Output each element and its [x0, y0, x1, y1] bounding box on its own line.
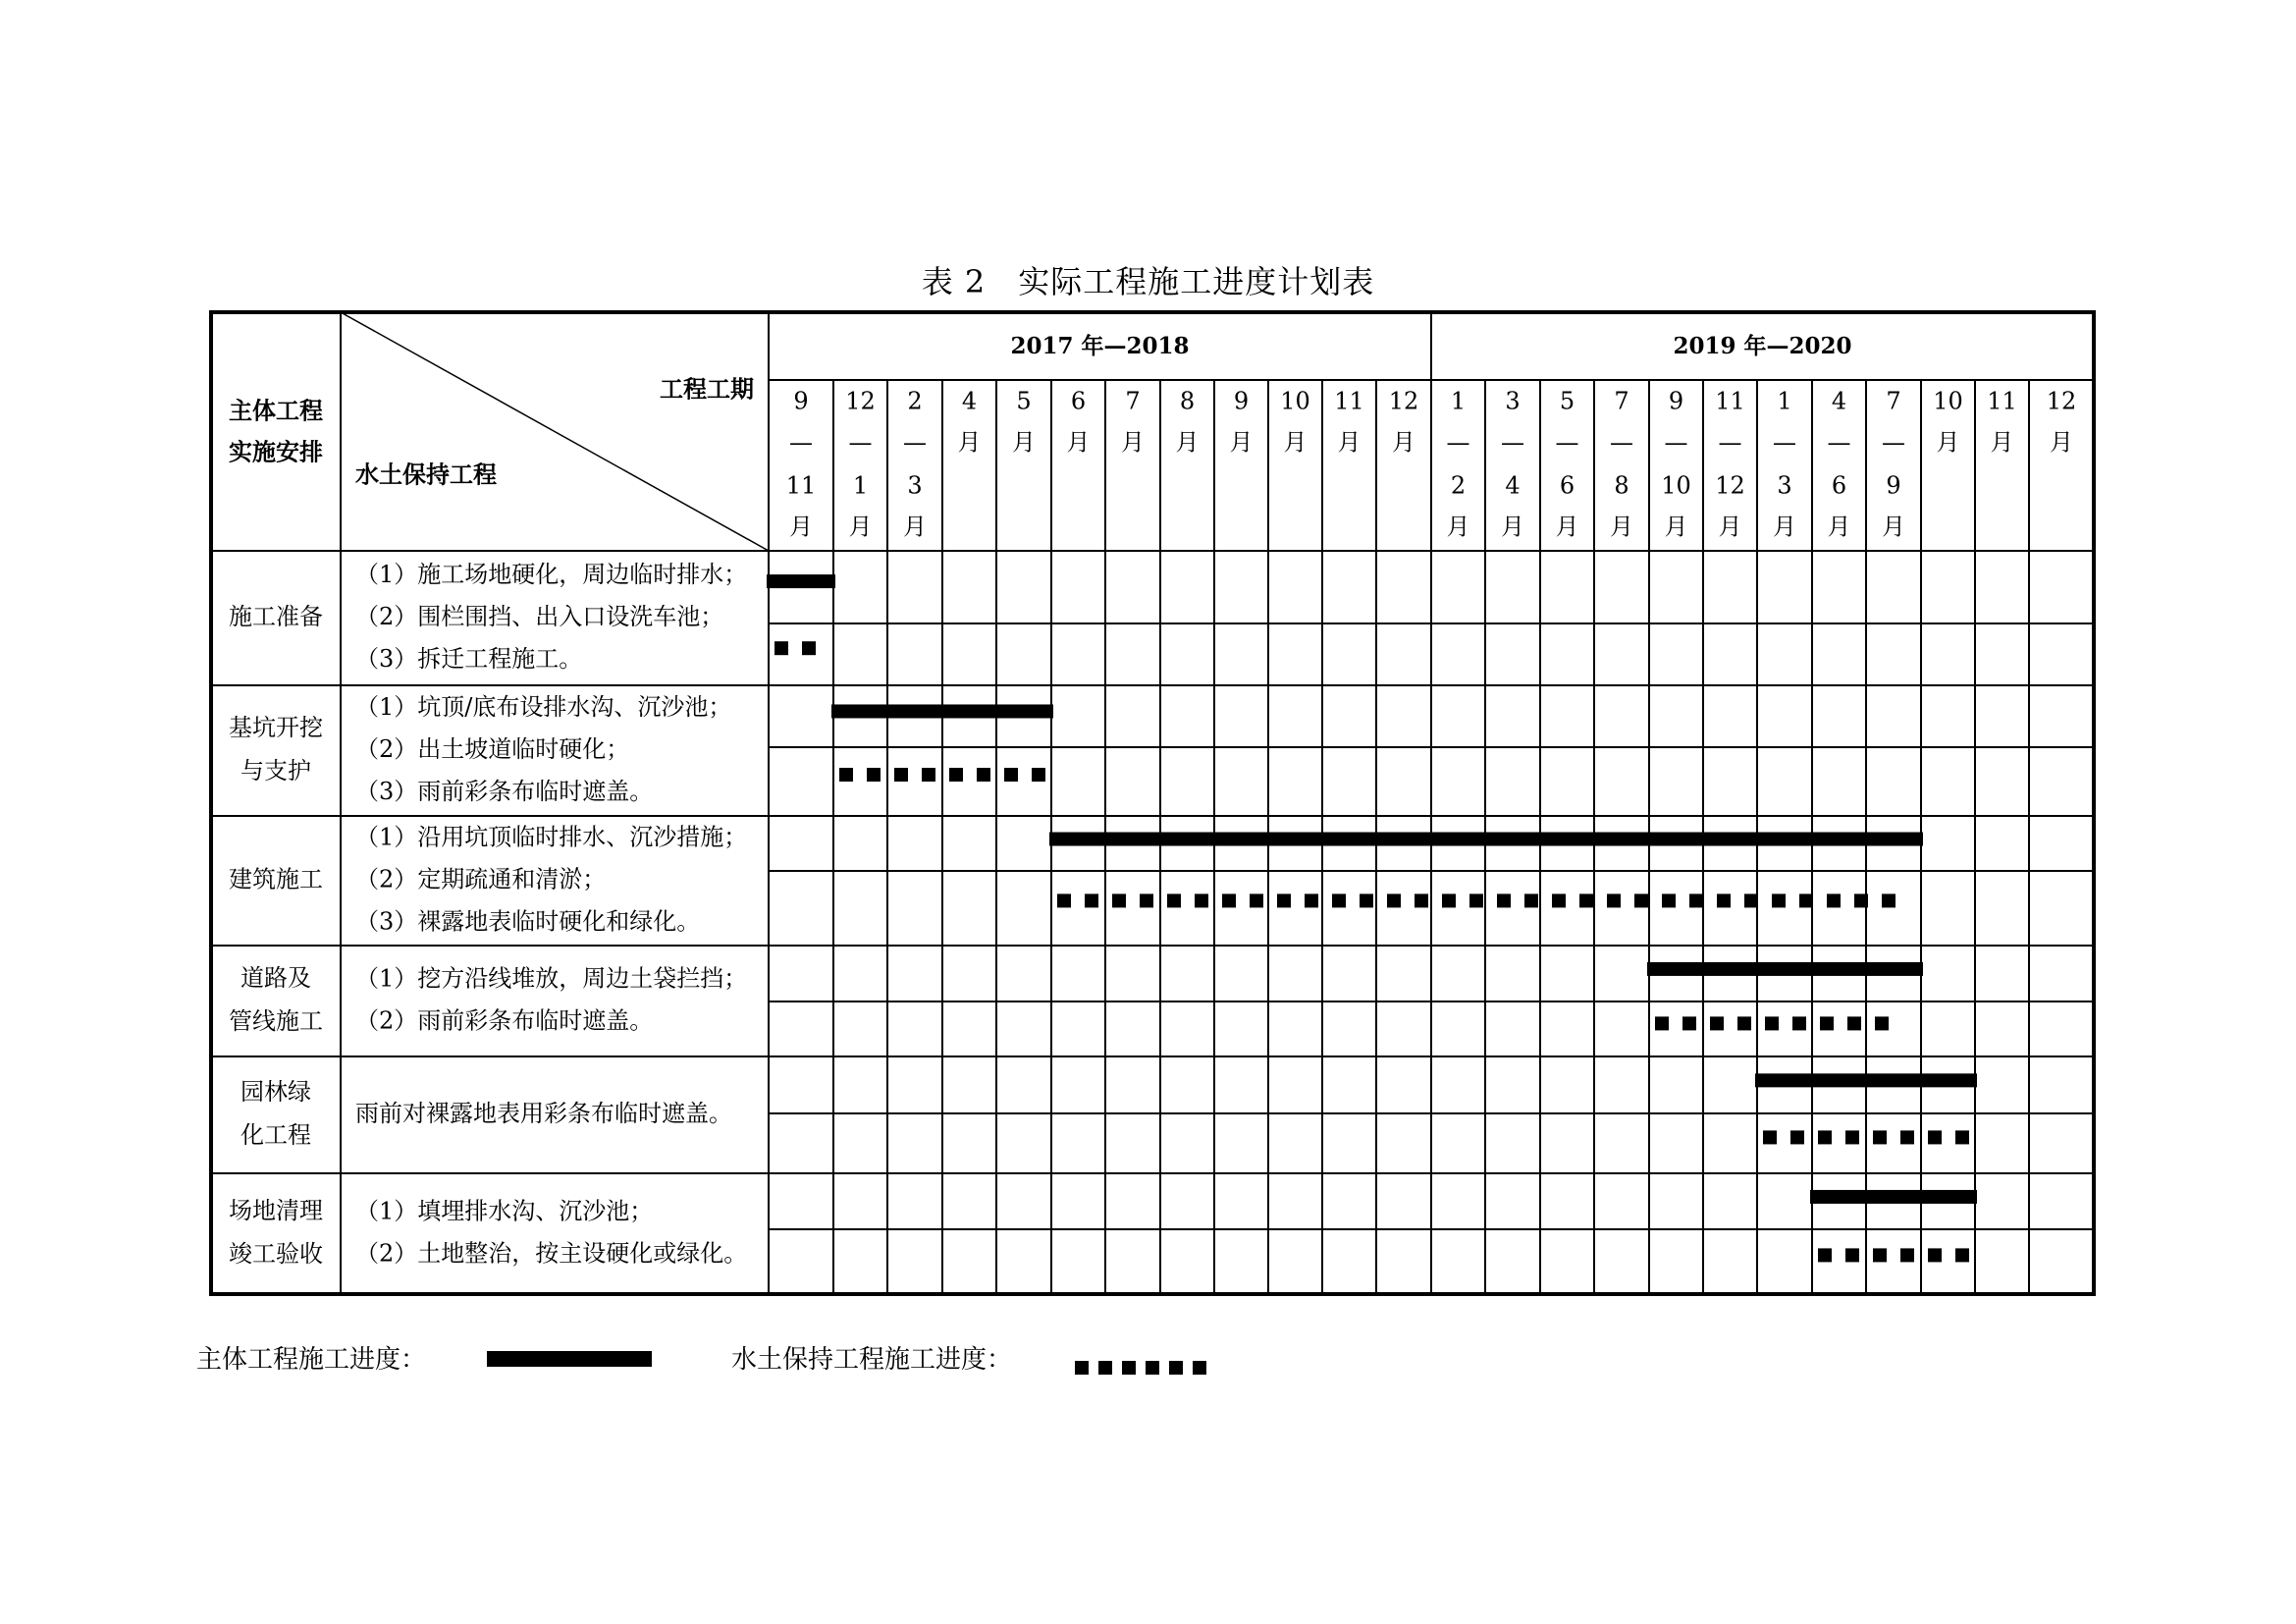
soil-progress-dot — [1607, 893, 1621, 907]
month-header-text: — — [1501, 428, 1524, 457]
month-header-text: 1 — [1450, 387, 1467, 415]
soil-progress-dot — [1250, 893, 1263, 907]
month-header-text: — — [1610, 428, 1633, 457]
month-header-text: 10 — [1933, 387, 1963, 415]
month-header-text: — — [1718, 428, 1742, 457]
month-header-text: 月 — [903, 513, 927, 541]
period-group-label: 2019 年—2020 — [1673, 333, 1852, 359]
month-header-text: 10 — [1280, 387, 1310, 415]
main-progress-bar — [1755, 1073, 1977, 1087]
soil-progress-dot — [1792, 1016, 1806, 1030]
soil-progress-dot — [1305, 893, 1318, 907]
main-progress-bar — [1049, 833, 1923, 846]
month-header-text: 月 — [1990, 428, 2014, 457]
soil-progress-dot — [1765, 1016, 1779, 1030]
soil-progress-dot — [1873, 1130, 1887, 1144]
soil-progress-dot — [802, 641, 816, 655]
legend — [196, 1340, 1374, 1389]
month-header-text: 11 — [1334, 387, 1364, 415]
measure-text: （1）填埋排水沟、沉沙池； — [355, 1197, 654, 1225]
month-header-text: 月 — [957, 428, 982, 457]
main-progress-bar — [1810, 1190, 1977, 1204]
soil-progress-dot — [1682, 1016, 1696, 1030]
month-header-text: 1 — [852, 471, 869, 500]
soil-progress-dot — [1873, 1248, 1887, 1262]
soil-progress-dot — [1827, 893, 1841, 907]
month-header-text: — — [1882, 428, 1905, 457]
month-header-text: — — [1773, 428, 1796, 457]
soil-progress-dot — [1928, 1248, 1942, 1262]
month-header-text: 7 — [1125, 387, 1141, 415]
month-header-text: 月 — [848, 513, 873, 541]
soil-progress-dot — [1763, 1130, 1777, 1144]
main-progress-bar — [1647, 962, 1923, 976]
month-header-text: 月 — [1664, 513, 1688, 541]
measure-text: （1）施工场地硬化，周边临时排水； — [355, 561, 748, 588]
phase-name: 基坑开挖 — [229, 714, 323, 741]
month-header-text: 4 — [1505, 471, 1521, 500]
month-header-text: 月 — [2050, 428, 2073, 457]
measure-text: （1）沿用坑顶临时排水、沉沙措施； — [355, 823, 748, 851]
month-header-text: 6 — [1559, 471, 1575, 500]
month-header-text: 月 — [1501, 513, 1524, 541]
measure-text: （1）坑顶/底布设排水沟、沉沙池； — [355, 693, 732, 721]
phase-name: 竣工验收 — [229, 1240, 323, 1268]
month-header-text: 月 — [1392, 428, 1415, 457]
month-header-text: 月 — [1012, 428, 1036, 457]
soil-progress-dot — [1032, 768, 1045, 782]
table-title: 表 2 实际工程施工进度计划表 — [921, 263, 1375, 300]
soil-progress-dot — [1415, 893, 1428, 907]
soil-progress-dot — [949, 768, 963, 782]
month-header-text: 11 — [1715, 387, 1745, 415]
month-header-text: 2 — [907, 387, 923, 415]
month-header-text: 月 — [1446, 513, 1470, 541]
phase-name: 施工准备 — [229, 603, 323, 630]
soil-progress-dot — [867, 768, 881, 782]
month-header-text: 9 — [793, 387, 809, 415]
soil-progress-dot — [894, 768, 908, 782]
main-progress-bar — [831, 704, 1053, 718]
month-header-text: — — [1827, 428, 1851, 457]
month-header-text: — — [1555, 428, 1579, 457]
month-header-text: 月 — [1936, 428, 1960, 457]
month-header-text: 月 — [789, 513, 813, 541]
month-header-text: 9 — [1233, 387, 1250, 415]
month-header-text: 月 — [1066, 428, 1091, 457]
month-header-text: 6 — [1831, 471, 1847, 500]
month-header-text: 7 — [1614, 387, 1629, 415]
month-header-text: 2 — [1450, 471, 1467, 500]
month-header-text: 月 — [1718, 513, 1742, 541]
month-header-text: 11 — [785, 471, 817, 500]
soil-progress-dot — [1900, 1130, 1914, 1144]
measure-text: （2）出土坡道临时硬化； — [355, 735, 630, 763]
soil-progress-dot — [1744, 893, 1758, 907]
soil-progress-dot — [1662, 893, 1676, 907]
month-header-text: 6 — [1070, 387, 1087, 415]
soil-progress-dot — [1497, 893, 1511, 907]
month-header-text: 5 — [1559, 387, 1575, 415]
soil-progress-dot — [1085, 893, 1098, 907]
measure-text: （1）挖方沿线堆放，周边土袋拦挡； — [355, 964, 748, 993]
soil-progress-dot — [1360, 893, 1373, 907]
soil-progress-dot — [774, 641, 788, 655]
phase-name: 与支护 — [240, 757, 311, 785]
measure-text: （2）雨前彩条布临时遮盖。 — [355, 1006, 654, 1035]
soil-progress-dot — [1689, 893, 1703, 907]
corner-diagonal — [341, 312, 769, 551]
measure-text: （3）雨前彩条布临时遮盖。 — [355, 778, 654, 805]
soil-progress-dot — [1634, 893, 1648, 907]
month-header-text: — — [903, 428, 927, 457]
soil-progress-dot — [1928, 1130, 1942, 1144]
month-header-text: 月 — [1882, 513, 1905, 541]
month-header-text: — — [1446, 428, 1470, 457]
soil-progress-dot — [1818, 1248, 1832, 1262]
soil-progress-dot — [922, 768, 935, 782]
month-header-text: 月 — [1121, 428, 1145, 457]
phase-name: 化工程 — [240, 1121, 311, 1149]
month-header-text: 月 — [1773, 513, 1796, 541]
measure-text: （3）拆迁工程施工。 — [355, 645, 583, 673]
legend-soil-label: 水土保持工程施工进度： — [731, 1345, 1013, 1375]
month-header-text: 1 — [1777, 387, 1792, 415]
soil-progress-dot — [1469, 893, 1483, 907]
measure-text: （2）定期疏通和清淤； — [355, 865, 607, 893]
soil-progress-dot — [1167, 893, 1181, 907]
month-header-text: 月 — [1229, 428, 1254, 457]
month-header-text: 12 — [1715, 471, 1745, 500]
phase-name: 道路及 — [240, 964, 311, 992]
month-header-text: — — [848, 428, 873, 457]
month-header-text: 9 — [1886, 471, 1901, 500]
month-header-text: 月 — [1827, 513, 1851, 541]
soil-progress-dot — [1057, 893, 1071, 907]
main-col-label: 主体工程 — [229, 396, 323, 425]
soil-progress-dot — [1845, 1130, 1859, 1144]
soil-progress-dot — [1552, 893, 1566, 907]
soil-progress-dot — [1847, 1016, 1861, 1030]
phase-name: 场地清理 — [229, 1197, 323, 1224]
soil-progress-dot — [1277, 893, 1291, 907]
measure-text: （2）土地整治，按主设硬化或绿化。 — [355, 1239, 748, 1268]
soil-progress-dot — [1737, 1016, 1751, 1030]
measure-text: （3）裸露地表临时硬化和绿化。 — [355, 907, 701, 936]
phase-name: 建筑施工 — [229, 865, 323, 893]
soil-progress-dot — [1140, 893, 1153, 907]
month-header-text: 4 — [1831, 387, 1847, 415]
soil-progress-dot — [1710, 1016, 1724, 1030]
legend-soil-dots — [1075, 1352, 1216, 1381]
legend-main-label: 主体工程施工进度： — [196, 1345, 427, 1375]
soil-progress-dot — [1442, 893, 1456, 907]
soil-progress-dot — [1387, 893, 1401, 907]
month-header-text: 月 — [1283, 428, 1308, 457]
legend-main-bar — [487, 1351, 652, 1367]
soil-progress-dot — [1717, 893, 1731, 907]
soil-progress-dot — [1882, 893, 1896, 907]
soil-progress-dot — [1195, 893, 1208, 907]
phase-name: 园林绿 — [240, 1078, 311, 1106]
soil-progress-dot — [1845, 1248, 1859, 1262]
month-header-text: 3 — [1505, 387, 1521, 415]
month-header-text: 月 — [1337, 428, 1362, 457]
soil-progress-dot — [1004, 768, 1018, 782]
month-header-text: — — [1664, 428, 1688, 457]
soil-progress-dot — [1112, 893, 1126, 907]
soil-progress-dot — [977, 768, 990, 782]
main-col-label: 实施安排 — [229, 437, 323, 466]
phase-name: 管线施工 — [229, 1007, 323, 1035]
month-header-text: 8 — [1614, 471, 1629, 500]
month-header-text: 3 — [1777, 471, 1792, 500]
measure-text: 雨前对裸露地表用彩条布临时遮盖。 — [355, 1100, 732, 1127]
month-header-text: 3 — [907, 471, 923, 500]
month-header-text: 8 — [1179, 387, 1196, 415]
month-header-text: 7 — [1886, 387, 1901, 415]
month-header-text: 月 — [1555, 513, 1579, 541]
period-group-label: 2017 年—2018 — [1010, 333, 1190, 359]
month-header-text: 5 — [1016, 387, 1032, 415]
soil-progress-dot — [1955, 1248, 1969, 1262]
soil-progress-dot — [1524, 893, 1538, 907]
soil-progress-dot — [1820, 1016, 1834, 1030]
soil-progress-dot — [1875, 1016, 1889, 1030]
month-header-text: 11 — [1987, 387, 2017, 415]
soil-progress-dot — [839, 768, 853, 782]
month-header-text: 12 — [1388, 387, 1419, 415]
soil-progress-dot — [1332, 893, 1346, 907]
month-header-text: — — [789, 428, 813, 457]
soil-progress-dot — [1655, 1016, 1669, 1030]
soil-progress-dot — [1222, 893, 1236, 907]
soil-progress-dot — [1579, 893, 1593, 907]
month-header-text: 12 — [845, 387, 876, 415]
measure-text: （2）围栏围挡、出入口设洗车池； — [355, 603, 724, 630]
month-header-text: 月 — [1610, 513, 1633, 541]
main-progress-bar — [767, 574, 835, 588]
month-header-text: 10 — [1661, 471, 1691, 500]
month-header-text: 4 — [961, 387, 978, 415]
soil-progress-dot — [1854, 893, 1868, 907]
soil-progress-dot — [1790, 1130, 1804, 1144]
month-header-text: 月 — [1175, 428, 1200, 457]
soil-progress-dot — [1772, 893, 1786, 907]
month-header-text: 12 — [2046, 387, 2077, 415]
month-header-text: 9 — [1668, 387, 1684, 415]
soil-progress-dot — [1818, 1130, 1832, 1144]
soil-progress-dot — [1900, 1248, 1914, 1262]
soil-progress-dot — [1799, 893, 1813, 907]
corner-top-label: 工程工期 — [660, 374, 754, 404]
corner-bottom-label: 水土保持工程 — [355, 460, 497, 489]
soil-progress-dot — [1955, 1130, 1969, 1144]
